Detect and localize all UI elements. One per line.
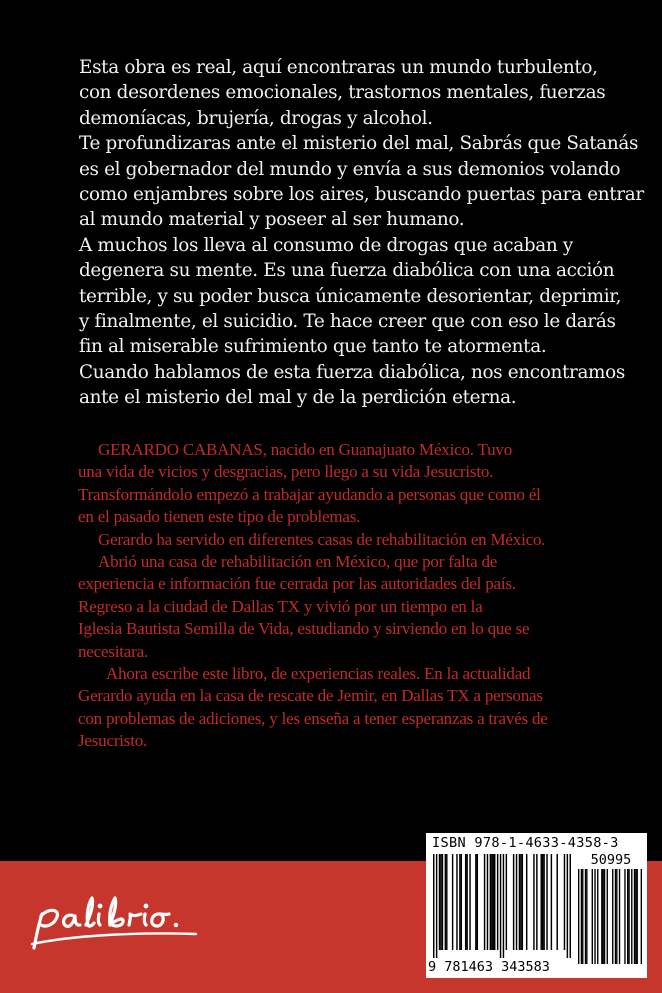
barcode-bar bbox=[477, 854, 478, 950]
barcode-bar bbox=[493, 854, 494, 950]
barcode-bar bbox=[526, 854, 527, 950]
blurb-line: A muchos los lleva al consumo de drogas que acaban y bbox=[79, 234, 573, 256]
barcode-bar bbox=[536, 854, 537, 950]
isbn-number: ISBN 978-1-4633-4358-3 bbox=[432, 835, 619, 851]
barcode-bar bbox=[506, 854, 507, 950]
barcode-bar bbox=[616, 869, 617, 964]
barcode-bar bbox=[503, 854, 504, 958]
barcode-bar bbox=[585, 869, 586, 964]
barcode-bar bbox=[556, 854, 557, 950]
barcode-bar bbox=[631, 869, 632, 964]
barcode-bar bbox=[581, 869, 582, 964]
barcode-bar bbox=[452, 854, 453, 950]
bio-line: Regreso a la ciudad de Dallas TX y vivió por un tiempo en la bbox=[78, 596, 483, 616]
barcode-bar bbox=[601, 869, 602, 964]
barcode-bar bbox=[500, 854, 501, 958]
bio-line: Abrió una casa de rehabilitación en México, que por falta de bbox=[98, 552, 498, 572]
barcode-bar bbox=[436, 854, 437, 958]
bio-line: necesitara. bbox=[78, 641, 149, 661]
barcode-bar bbox=[634, 869, 635, 964]
blurb-line: ante el misterio del mal y de la perdición eterna. bbox=[79, 387, 517, 409]
barcode-bar bbox=[487, 854, 488, 950]
barcode-bar bbox=[465, 854, 466, 950]
barcode-bar bbox=[570, 854, 571, 958]
blurb-line: fin al miserable sufrimiento que tanto te atormenta. bbox=[79, 336, 547, 358]
blurb-line: Te profundizaras ante el misterio del mal, Sabrás que Satanás bbox=[79, 133, 639, 155]
barcode-bar bbox=[567, 854, 568, 958]
barcode-bar bbox=[543, 854, 544, 950]
blurb-line: como enjambres sobre los aires, buscando puertas para entrar bbox=[79, 184, 644, 206]
blurb-text bbox=[79, 55, 644, 411]
barcode-bar bbox=[494, 854, 495, 950]
barcode-bar bbox=[635, 869, 636, 964]
barcode-bar bbox=[546, 854, 547, 950]
barcode-bar bbox=[513, 854, 514, 950]
barcode-bar bbox=[603, 869, 604, 964]
bio-line: Iglesia Bautista Semilla de Vida, estudiando y sirviendo en lo que se bbox=[78, 619, 530, 639]
barcode-bar bbox=[607, 869, 608, 964]
bio-line: Gerardo ayuda en la casa de rescate de Jemir, en Dallas TX a personas bbox=[78, 686, 543, 706]
blurb-line: es el gobernador del mundo y envía a sus demonios volando bbox=[79, 158, 621, 180]
blurb-line: demoníacas, brujería, drogas y alcohol. bbox=[79, 107, 433, 129]
blurb-line: con desordenes emocionales, trastornos mentales, fuerzas bbox=[79, 82, 606, 104]
barcode-bar bbox=[433, 854, 434, 958]
barcode-bar bbox=[582, 869, 583, 964]
author-bio bbox=[78, 439, 618, 753]
bio-line: con problemas de adiciones, y les enseña a tener esperanzas a través de bbox=[78, 708, 548, 728]
barcode-bar bbox=[519, 854, 520, 950]
barcode-bar bbox=[564, 854, 565, 950]
bio-line: en el pasado tienen este tipo de problemas. bbox=[78, 507, 361, 527]
addon-barcode bbox=[578, 869, 642, 964]
barcode-bar bbox=[516, 854, 517, 950]
bio-line: una vida de vicios y desgracias, pero llego a su vida Jesucristo. bbox=[78, 462, 494, 482]
barcode-bar bbox=[439, 854, 440, 950]
blurb-line: al mundo material y poseer al ser humano. bbox=[79, 209, 465, 231]
blurb-line: degenera su mente. Es una fuerza diabólica con una acción bbox=[79, 260, 615, 282]
barcode-bar bbox=[551, 854, 552, 950]
barcode-bar bbox=[604, 869, 605, 964]
barcode-bar bbox=[520, 854, 521, 950]
bio-line: Gerardo ha servido en diferentes casas de rehabilitación en México. bbox=[98, 529, 546, 549]
barcode-bar bbox=[540, 854, 541, 950]
barcode-bar bbox=[459, 854, 460, 950]
barcode-bar bbox=[628, 869, 629, 964]
barcode-bar bbox=[461, 854, 462, 950]
bio-line: experiencia e información fue cerrada por las autoridades del país. bbox=[78, 574, 516, 594]
bio-line: GERARDO CABANAS, nacido en Guanajuato México. Tuvo bbox=[98, 440, 513, 459]
barcode-bar bbox=[490, 854, 491, 950]
bio-line: Transformándolo empezó a trabajar ayudando a personas que como él bbox=[78, 484, 541, 504]
barcode-bar bbox=[542, 854, 543, 950]
barcode-bar bbox=[440, 854, 441, 950]
barcode-bar bbox=[619, 869, 620, 964]
barcode-bar bbox=[597, 869, 598, 964]
barcode-bar bbox=[491, 854, 492, 950]
blurb-line: Esta obra es real, aquí encontraras un mundo turbulento, bbox=[79, 57, 598, 78]
blurb-line: terrible, y su poder busca únicamente desorientar, deprimir, bbox=[79, 285, 622, 307]
blurb-line: Cuando hablamos de esta fuerza diabólica, nos encontramos bbox=[79, 361, 625, 383]
barcode-bar bbox=[469, 854, 470, 950]
barcode-bar bbox=[445, 854, 446, 950]
barcode-bar bbox=[627, 869, 628, 964]
barcode-bar bbox=[484, 854, 485, 950]
barcode-bar bbox=[442, 854, 443, 950]
blurb-line: y finalmente, el suicidio. Te hace creer que con eso le darás bbox=[79, 311, 616, 333]
ean-number: 9 781463 343583 bbox=[428, 959, 550, 975]
ean13-barcode bbox=[433, 854, 571, 958]
barcode-bar bbox=[586, 869, 587, 964]
barcode-bar bbox=[466, 854, 467, 950]
isbn-barcode bbox=[426, 833, 647, 978]
barcode-bar bbox=[615, 869, 616, 964]
bio-line: Ahora escribe este libro, de experiencias reales. En la actualidad bbox=[106, 664, 531, 684]
barcode-bar bbox=[594, 869, 595, 964]
barcode-bar bbox=[522, 854, 523, 950]
barcode-bar bbox=[578, 869, 579, 964]
barcode-bar bbox=[624, 869, 625, 964]
barcode-bar bbox=[533, 854, 534, 950]
barcode-bar bbox=[456, 854, 457, 950]
barcode-bar bbox=[612, 869, 613, 964]
barcode-bar bbox=[592, 869, 593, 964]
barcode-bar bbox=[497, 854, 498, 950]
barcode-bar bbox=[475, 854, 476, 950]
palibrio-logo bbox=[30, 892, 200, 952]
barcode-addon-number: 50995 bbox=[590, 852, 632, 868]
barcode-bar bbox=[446, 854, 447, 950]
barcode-bar bbox=[641, 869, 642, 964]
barcode-bar bbox=[637, 869, 638, 964]
bio-line: Jesucristo. bbox=[78, 731, 148, 751]
